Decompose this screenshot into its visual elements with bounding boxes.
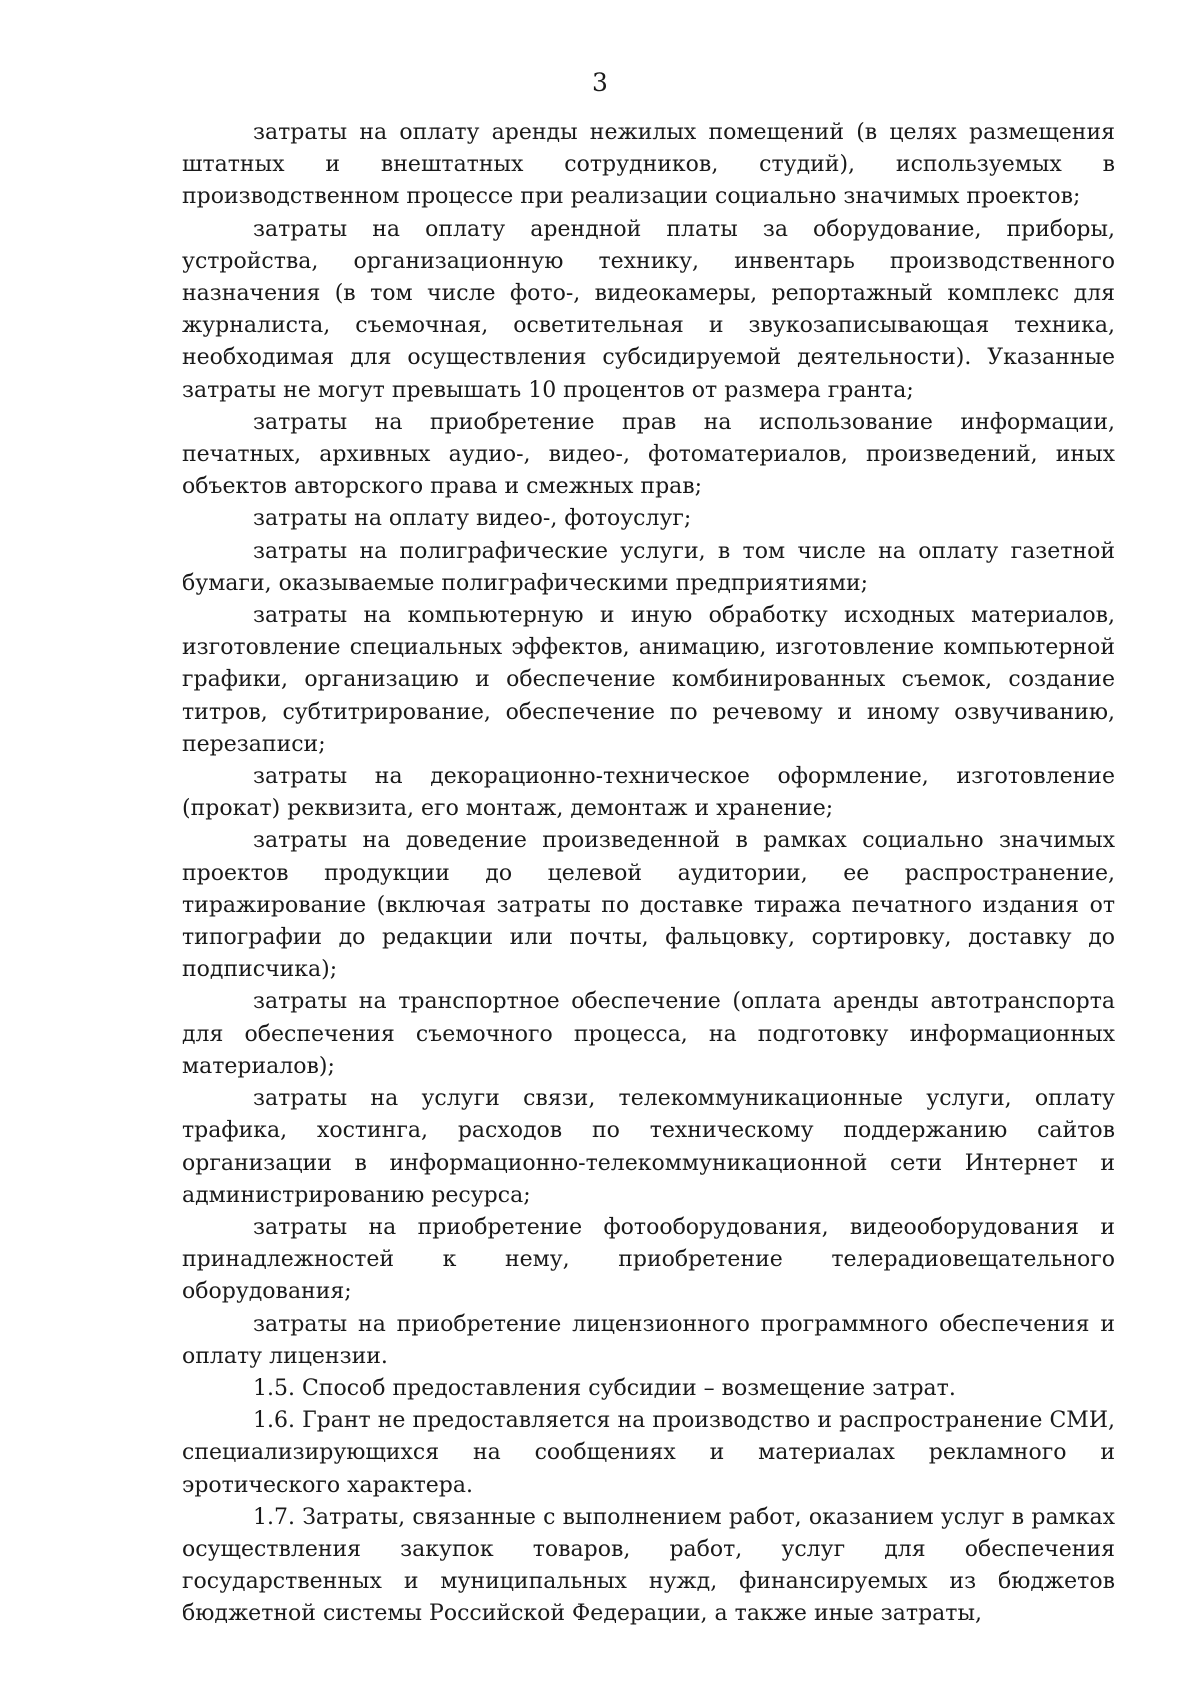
clause-1-5: 1.5. Способ предоставления субсидии – возмещение затрат. <box>253 1375 956 1401</box>
paragraph-communication-services: затраты на услуги связи, телекоммуникационные услуги, оплату трафика, хостинга, расходов по техническому поддержанию сайтов организации в информационно-телекоммуникационной сети Интернет и администрированию ресурса; <box>182 1086 1115 1208</box>
paragraph-rights-acquisition: затраты на приобретение прав на использование информации, печатных, архивных аудио-, видео-, фотоматериалов, произведений, иных объектов авторского права и смежных прав; <box>182 409 1115 500</box>
paragraph-rent-premises: затраты на оплату аренды нежилых помещений (в целях размещения штатных и внештатных сотрудников, студий), используемых в производственном процессе при реализации социально значимых проектов; <box>182 120 1115 210</box>
paragraph-printing-services: затраты на полиграфические услуги, в том числе на оплату газетной бумаги, оказываемые полиграфическими предприятиями; <box>182 538 1115 596</box>
paragraph-software-license: затраты на приобретение лицензионного программного обеспечения и оплату лицензии. <box>182 1311 1115 1369</box>
clause-1-7: 1.7. Затраты, связанные с выполнением работ, оказанием услуг в рамках осуществления закупок товаров, работ, услуг для обеспечения государственных и муниципальных нужд, финансируемых из бюджетов бюджетной системы Российской Федерации, а также иные затраты, <box>182 1504 1115 1627</box>
paragraph-rent-equipment: затраты на оплату арендной платы за оборудование, приборы, устройства, организационную технику, инвентарь производственного назначения (в том числе фото-, видеокамеры, репортажный комплекс для журналиста, съемочная, осветительная и звукозаписывающая техника, необходимая для осуществления субсидируемой деятельности). Указанные затраты не могут превышать 10 процентов от размера гранта; <box>182 216 1115 403</box>
paragraph-photo-video-services: затраты на оплату видео-, фотоуслуг; <box>253 506 692 532</box>
paragraph-distribution: затраты на доведение произведенной в рамках социально значимых проектов продукции до целевой аудитории, ее распространение, тиражирование (включая затраты по доставке тиража печатного издания от типографии до редакции или почты, фальцовку, сортировку, доставку до подписчика); <box>182 828 1115 983</box>
paragraph-equipment-purchase: затраты на приобретение фотооборудования, видеооборудования и принадлежностей к нему, приобретение телерадиовещательного оборудования; <box>182 1214 1115 1305</box>
paragraph-decoration: затраты на декорационно-техническое оформление, изготовление (прокат) реквизита, его монтаж, демонтаж и хранение; <box>182 764 1115 822</box>
clause-1-6: 1.6. Грант не предоставляется на производство и распространение СМИ, специализирующихся на сообщениях и материалах рекламного и эротического характера. <box>182 1408 1115 1498</box>
page-number: 3 <box>592 68 608 97</box>
paragraph-transport: затраты на транспортное обеспечение (оплата аренды автотранспорта для обеспечения съемочного процесса, на подготовку информационных материалов); <box>182 989 1115 1079</box>
paragraph-computer-processing: затраты на компьютерную и иную обработку исходных материалов, изготовление специальных эффектов, анимацию, изготовление компьютерной графики, организацию и обеспечение комбинированных съемок, создание титров, субтитрирование, обеспечение по речевому и иному озвучиванию, перезаписи; <box>182 603 1115 757</box>
document-body <box>182 117 1115 1631</box>
